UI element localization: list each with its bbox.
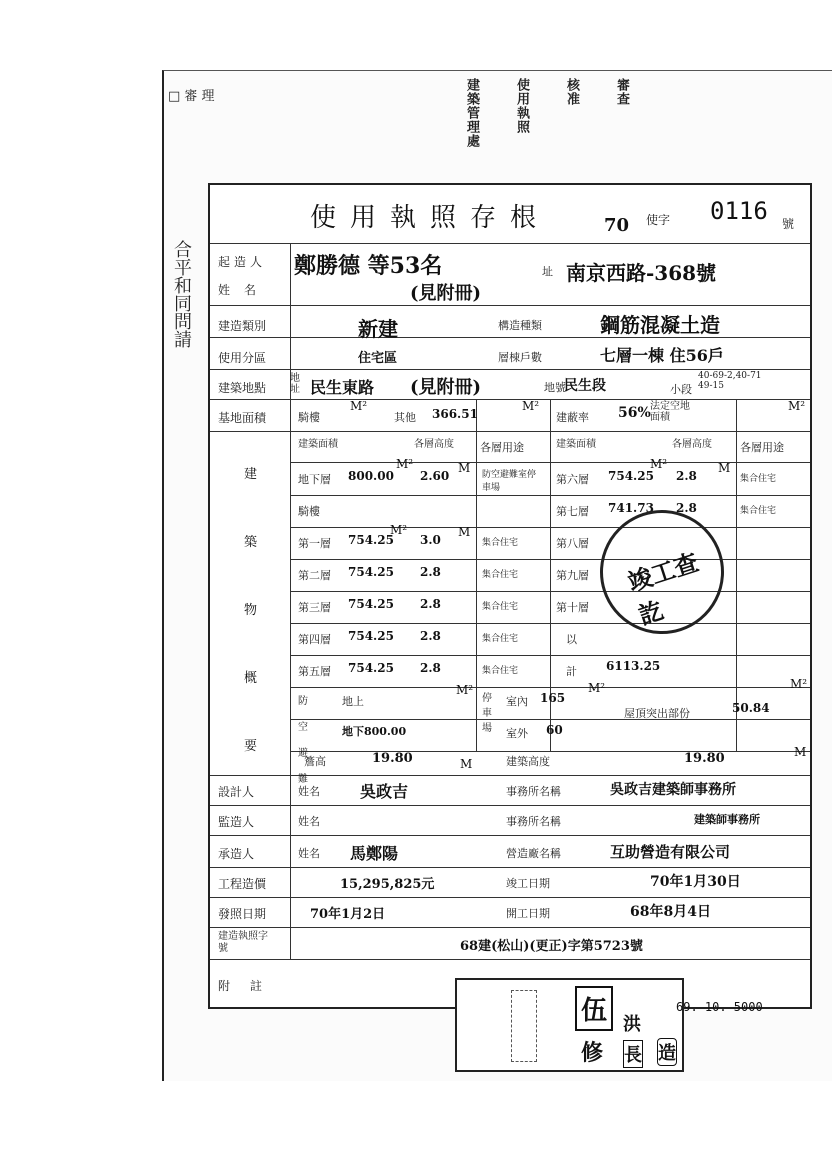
lot-label: 地號 [544,381,566,394]
floor-use: 集合住宅 [482,666,519,676]
floor-area: 754.25 [608,469,654,483]
unit-m2: M² [522,399,540,413]
floor-name: 地下層 [298,473,331,486]
parking-in: 室內 [506,695,528,708]
structure-label: 構造種類 [498,319,542,332]
number-suffix: 號 [782,217,795,231]
unit-m2-mark: M² [396,457,414,471]
number-prefix: 70 [604,215,630,236]
floor-name: 騎樓 [298,505,320,518]
area-arcade-label: 騎樓 [298,411,320,424]
designer-office-label: 事務所名稱 [506,785,561,798]
stamp-wu: 伍 [575,986,613,1031]
roof-value: 50.84 [732,701,770,715]
stamp-zao: 造 [657,1038,677,1066]
roof-label: 屋頂突出部份 [624,707,690,720]
small-lot-label: 小段 [670,383,692,396]
inspection-seal-text: 竣工查訖 [624,547,702,631]
stamp-zhang: 長 [623,1040,643,1068]
build-height-value: 19.80 [684,751,725,766]
parking-label: 停車場 [482,693,492,734]
issue-label: 發照日期 [218,907,267,921]
contractor-name-label: 姓名 [298,847,320,860]
print-footer: 69. 10. 5000 [676,1000,763,1014]
floor-height: 2.60 [420,469,450,483]
units-label: 層棟戶數 [498,351,542,364]
address-value: 南京西路-368號 [566,261,717,285]
floor-use: 集合住宅 [482,570,519,580]
floor-name: 計 [566,665,577,678]
issue-value: 70年1月2日 [310,907,386,922]
unit-m2-mark: M² [588,681,606,695]
permit-label: 建造執照字號 [218,931,268,954]
form-title: 使用執照存根 [310,203,551,233]
col-header-area-right: 建築面積 [556,439,596,450]
unit-m-mark: M [794,745,807,759]
unit-m2-mark: M² [390,523,408,537]
designer-name-label: 姓名 [298,785,320,798]
area-other-label: 其他 [394,411,416,424]
floor-area: 754.25 [348,661,394,675]
coverage-value: 56% [618,405,651,421]
top-stamp-block [430,78,740,188]
total-height-label: 簷高 [304,755,326,768]
designer-value: 吳政吉 [360,782,409,801]
unit-m-mark: M [458,461,471,475]
supervisor-office-value: 建築師事務所 [694,813,760,826]
builder-note: (見附冊) [410,283,482,304]
site-note: (見附冊) [410,377,482,398]
cost-value: 15,295,825元 [340,877,435,892]
shelter-label: 防空避難 [298,696,308,785]
coverage-label: 建蔽率 [556,411,589,424]
contractor-company-label: 營造廠名稱 [506,847,561,860]
overview-label: 建築物概要 [244,467,258,754]
unit-m-mark: M [458,525,471,539]
supervisor-name-label: 姓名 [298,815,320,828]
floor-height: 2.8 [420,565,441,579]
start-label: 開工日期 [506,907,550,920]
floor-use: 集合住宅 [740,506,777,516]
area-other-value: 366.51 [432,407,478,421]
floor-area: 754.25 [348,629,394,643]
supervisor-office-label: 事務所名稱 [506,815,561,828]
parking-out: 室外 [506,727,528,740]
margin-ink: □ 審 理 [168,89,215,104]
notes-label: 附註 [218,979,283,993]
floor-height: 2.8 [420,629,441,643]
total-height-value: 19.80 [372,751,413,766]
col-header-height: 各層高度 [414,439,454,450]
completion-label: 竣工日期 [506,877,550,890]
floor-area: 754.25 [348,597,394,611]
floor-name: 以 [566,633,577,646]
shelter-below: 地下800.00 [342,725,407,738]
floor-total-area: 6113.25 [606,659,661,673]
area-label: 基地面積 [218,411,267,425]
top-stamp-col: 使用執照 [514,78,529,134]
builder-name-label: 姓名 [218,283,271,297]
floor-use: 集合住宅 [482,538,519,548]
floor-use: 集合住宅 [740,474,777,484]
floor-area: 800.00 [348,469,394,483]
floor-name: 第十層 [556,601,589,614]
build-type-value: 新建 [358,317,398,341]
unit-m2-mark: M² [790,677,808,691]
cost-label: 工程造價 [218,877,267,891]
col-header-area: 建築面積 [298,439,338,450]
permit-number: 0116 [710,197,768,225]
site-value: 民生東路 [310,378,375,397]
top-stamp-col: 核准 [564,78,579,106]
floor-use: 集合住宅 [482,602,519,612]
floor-name: 第四層 [298,633,331,646]
completion-value: 70年1月30日 [650,874,741,890]
unit-m-mark: M [460,757,473,771]
floor-height: 3.0 [420,533,441,547]
supervisor-label: 監造人 [218,815,255,829]
designer-office-value: 吳政吉建築師事務所 [610,782,736,798]
floor-name: 第七層 [556,505,589,518]
permit-value: 68建(松山)(更正)字第5723號 [460,939,643,954]
floor-area: 754.25 [348,533,394,547]
unit-m-mark: M [718,461,731,475]
margin-ink-left: 合平和同問請 [171,240,192,348]
site-addr-label: 地址 [290,373,300,395]
contractor-value: 馬鄭陽 [350,844,399,863]
build-height-label: 建築高度 [506,755,550,768]
usage-label: 使用分區 [218,351,267,365]
build-type-label: 建造類別 [218,319,267,333]
lot-value: 民生段 [564,378,606,394]
floor-name: 第一層 [298,537,331,550]
floor-height: 2.8 [420,661,441,675]
contractor-company-value: 互助營造有限公司 [610,843,731,861]
contractor-label: 承造人 [218,847,255,861]
structure-value: 鋼筋混凝土造 [600,313,720,337]
builder-label: 起造人 [218,255,267,269]
top-stamp-col: 審查 [614,78,629,106]
parking-in-value: 165 [540,691,566,705]
floor-area: 741.73 [608,501,654,515]
designer-label: 設計人 [218,785,255,799]
site-label: 建築地點 [218,381,267,395]
units-value: 七層一棟 住56戶 [600,346,724,365]
floor-height: 2.8 [420,597,441,611]
legal-open-label: 法定空地面積 [650,401,690,423]
col-header-use-right: 各層用途 [740,441,784,454]
lot-number: 40-69-2,40-71 49-15 [698,371,762,391]
floor-name: 第八層 [556,537,589,550]
floor-use: 集合住宅 [482,634,519,644]
address-label: 址 [542,265,553,278]
unit-m2-mark: M² [650,457,668,471]
builder-value: 鄭勝德 等53名 [294,253,443,279]
floor-height: 2.8 [676,469,697,483]
bottom-stamp-box [455,978,684,1072]
stamp-hong: 洪 [623,1014,641,1035]
floor-name: 第五層 [298,665,331,678]
unit-m2: M² [788,399,806,413]
floor-name: 第三層 [298,601,331,614]
number-char: 使字 [646,213,671,227]
floor-name: 第九層 [556,569,589,582]
unit-m2: M² [350,399,368,413]
start-value: 68年8月4日 [630,904,711,920]
floor-use: 防空避難室停車場 [482,470,537,493]
shelter-above: 地上 [342,695,364,708]
unit-m2-mark: M² [456,683,474,697]
floor-name: 第六層 [556,473,589,486]
floor-name: 第二層 [298,569,331,582]
col-header-height-right: 各層高度 [672,439,712,450]
col-header-use: 各層用途 [480,441,524,454]
floor-area: 754.25 [348,565,394,579]
top-stamp-col: 建築管理處 [464,78,479,148]
parking-out-value: 60 [546,723,563,737]
stamp-xiu: 修 [581,1040,604,1066]
floor-height: 2.8 [676,501,697,515]
usage-value: 住宅區 [358,351,398,366]
